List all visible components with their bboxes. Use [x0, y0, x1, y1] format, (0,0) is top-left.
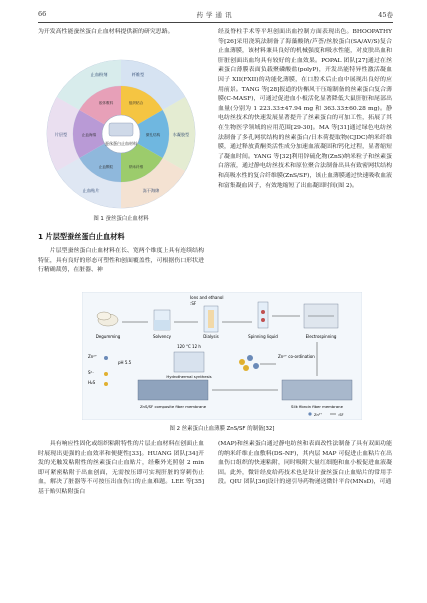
step-dialysis: Dialysis [203, 334, 219, 339]
beaker-step [154, 310, 170, 330]
electrospinning-step [304, 304, 338, 328]
left-top-text: 为开发高性能蚕丝蛋白止血材料提供新的研究思路。 [38, 29, 174, 35]
header-rule [38, 22, 393, 23]
zn-label: Zn²⁺ [88, 354, 97, 359]
silk-membrane-image [282, 380, 352, 400]
dialysis-step [204, 306, 218, 332]
segment-label-2: 水凝胶型 [172, 132, 190, 137]
inner-label-1: 组织粘合 [128, 101, 144, 105]
running-header [38, 10, 393, 22]
h2s-label: H₂S [88, 380, 96, 385]
right-top-text: 经及脊柱手术等平坦创面出血控制方面表现出色。BHOOPATHY 等[26]采用浇筑法制备了海藻酸钠/芦荟/丝胶蛋白(SA/AV/S)复合止血薄膜，该材料兼具良好的机械强度和吸水性能，对皮肤出血和肝脏创面出血均具有较好的止血效果。POPAL 团队[27]通过在丝素蛋白薄膜表面负载聚磷酸盐(polyP)，开发出能特异性激活凝血因子 XII(FXII)的功能化薄膜，在口腔术后止血中展现出良好的应用前景。TANG 等[28]报道的仿槲风干压缩制备的丝素蛋白复合薄膜(C-MASF)，可通过促进血小板活化显著降低大鼠肝脏和尾部出血量(分别为 1 223.33±47.94 mg 和 363.33±60.28 mg)。静电纺丝技术的快速发展显著提升了丝素蛋白的可加工性，拓展了其在生物医学领域的应用范围[29-30]。MA 等[31]通过绿色电纺丝法制备了多孔网状结构的丝素蛋白/日本荷提取物(CJDC)纳米纤维膜，通过释放黄酮类活性成分加速血液凝固和钙化过程，显著缩短了凝血时间。YANG 等[32]利用锌硫化物(ZnS)纳米粒子和丝素蛋白溶液，通过静电纺丝技术和原位聚合法制备出具有致密网状结构和高吸水性的复合纤维膜(ZnS/SF)，该止血薄膜通过快速吸收血液和富集凝血因子，有效地缩短了出血凝固时间(图 2)。 [218, 29, 392, 189]
center-label: 蚕丝蛋白止血材料 [105, 141, 137, 146]
figure-2-diagram [82, 292, 362, 420]
right-bottom-text: (MAP)和丝素蛋白通过静电纺丝和表面改性法制备了具有双面功能的纳米纤维止血敷料(DS-NF)，其内层 MAP 可促进止血粘片在出血伤口组织的快速粘附，同时吸附大量红细胞和血小板促进血液凝固。此外，微针经皮给药技术也是设计蚕丝蛋白止血贴片的常用手段。QIU 团队[36]设计的递引导药物递送微针平台(MNsD)，可通 [218, 441, 392, 486]
legend-zn: Zn²⁺ [314, 413, 323, 417]
volume-label: 45卷 [378, 11, 393, 19]
figure-1-caption: 图 1 蚕丝蛋白止血材料 [93, 216, 149, 222]
figure-1-diagram [44, 58, 199, 210]
inner-label-3: 纳米纤维 [128, 165, 144, 169]
s-label: S²⁻ [88, 370, 95, 375]
composite-membrane-image [138, 380, 208, 400]
silk-cocoon-image [109, 123, 133, 136]
section-1-body: 片层型蚕丝蛋白止血材料在长、宽两个维度上具有连续结构特征，具有良好的形态可塑性和创面覆盖性，可根据伤口形状进行精确裁剪，在脏器、神 [38, 248, 204, 274]
step-spinning: Spinning liquid [248, 334, 278, 339]
silk-membrane-label: Silk fibroin fiber membrane [291, 404, 343, 409]
figure-2-caption: 图 2 丝素蛋白止血薄膜 ZnS/SF 的制备[32] [169, 426, 275, 432]
ph-label: pH 5.5 [118, 360, 132, 365]
autoclave-icon [174, 352, 204, 372]
segment-label-1: 纤维型 [131, 72, 145, 77]
segment-label-5: 片层型 [54, 132, 68, 137]
segment-label-4: 止血贴片 [82, 188, 100, 193]
step-solvency: Solvency [152, 334, 172, 339]
inner-label-2: 微孔结构 [145, 133, 161, 137]
step-electrospinning: Electrospinning [305, 334, 337, 339]
segment-label-6: 止血粉剂 [90, 72, 108, 77]
journal-title: 药学通讯 [196, 11, 235, 19]
inner-label-6: 胶体敷料 [98, 101, 114, 105]
page-number: 66 [38, 10, 47, 18]
coordination-label: Zn²⁺ co-ordination [278, 354, 315, 359]
reaction-sub-label: Hydrothermal synthesis [166, 374, 212, 379]
composite-membrane-label: ZnS/SF composite fiber membrane [139, 404, 207, 409]
spinning-liquid-step [258, 302, 268, 328]
step-degumming: Degumming [95, 334, 121, 339]
inner-label-5: 止血海绵 [81, 133, 97, 137]
legend-zn-dot [308, 412, 311, 415]
reagent-label: Ions and ethanol [190, 295, 224, 300]
reagent-sf-label: :SF [190, 301, 197, 306]
segment-label-3: 冻干海绵 [142, 188, 160, 193]
reaction-label: 120 °C 12 h [177, 344, 201, 349]
legend-sf: :SF [338, 413, 344, 417]
inner-label-4: 止血颗粒 [98, 165, 114, 169]
left-bottom-text: 具有响应性固化或组织粘附特性的片层止血材料在创面止血时展现出更强的止血效率和便捷性[33]。HUANG 团队[34]开发的光触发粘附性的丝素蛋白止血贴片，经紫外光照射 2 min 即可紧密粘附于出血创面，无需按压即可实现肝脏的穿刺伤止血，解决了脏器等不可按压出血伤口的止血难题。LEE 等[35]基于贻贝粘附蛋白 [38, 441, 204, 495]
section-1-heading: 1 片层型蚕丝蛋白止血材料 [38, 232, 125, 241]
